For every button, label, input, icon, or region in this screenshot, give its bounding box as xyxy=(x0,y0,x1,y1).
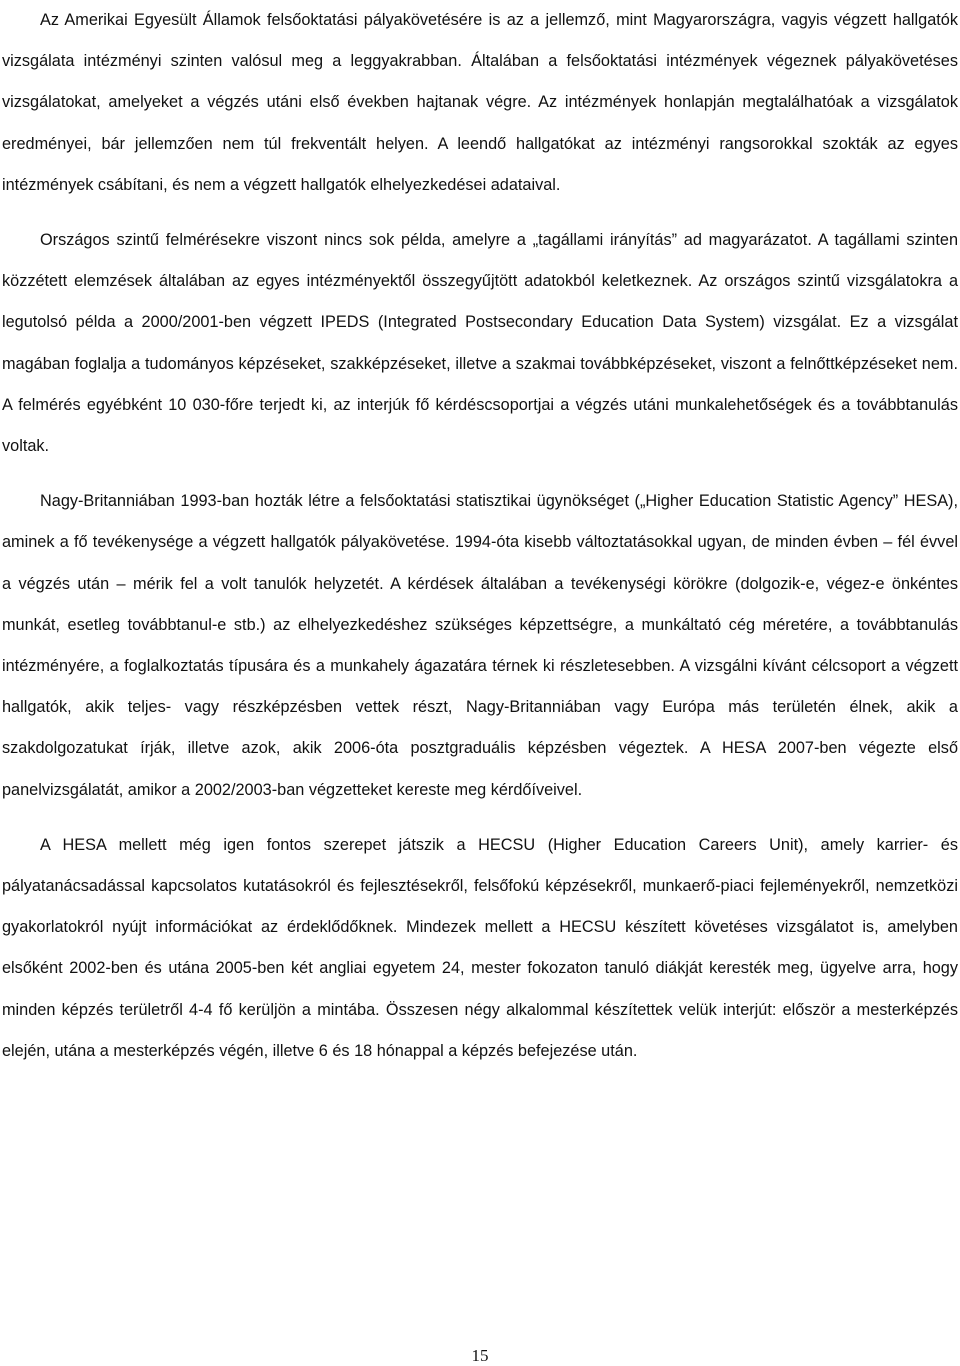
document-body xyxy=(2,0,958,1072)
paragraph-hesa: Nagy-Britanniában 1993-ban hozták létre a felsőoktatási statisztikai ügynökséget („Higher Education Statistic Agency” HESA), aminek a fő tevékenysége a végzett hallgatók pályakövetése. 1994-óta kisebb változtatásokkal ugyan, de minden évben – fél évvel a végzés után – mérik fel a volt tanulók helyzetét. A kérdések általában a tevékenységi körökre (dolgozik-e, végez-e önkéntes munkát, esetleg továbbtanul-e stb.) az elhelyezkedéshez szükséges képzettségre, a munkáltató cég méretére, a továbbtanulás intézményére, a foglalkoztatás típusára és a munkahely ágazatára térnek ki részletesebben. A vizsgálni kívánt célcsoport a végzett hallgatók, akik teljes- vagy részképzésben vettek részt, Nagy-Britanniában vagy Európa más területén élnek, akik a szakdolgozatukat írják, illetve azok, akik 2006-óta posztgraduális képzésben végeztek. A HESA 2007-ben végezte első panelvizsgálatát, amikor a 2002/2003-ban végzetteket kereste meg kérdőíveivel. xyxy=(2,492,958,799)
paragraph-us-tracking: Az Amerikai Egyesült Államok felsőoktatási pályakövetésére is az a jellemző, mint Magyarországra, vagyis végzett hallgatók vizsgálata intézményi szinten valósul meg a leggyakrabban. Általában a felsőoktatási intézmények végeznek pályakövetéses vizsgálatokat, amelyeket a végzés utáni első években hajtanak végre. Az intézmények honlapján megtalálhatóak a vizsgálatok eredményei, bár jellemzően nem túl frekventált helyen. A leendő hallgatókat az intézményi rangsorokkal szokták az egyes intézmények csábítani, és nem a végzett hallgatók elhelyezkedései adataival. xyxy=(2,11,958,194)
paragraph-national-surveys: Országos szintű felmérésekre viszont nincs sok példa, amelyre a „tagállami irányítás” ad magyarázatot. A tagállami szinten közzétett elemzések általában az egyes intézményektől összegyűjtött adatokból keletkeznek. Az országos szintű vizsgálatokra a legutolsó példa a 2000/2001-ben végzett IPEDS (Integrated Postsecondary Education Data System) vizsgálat. Ez a vizsgálat magában foglalja a tudományos képzéseket, szakképzéseket, illetve a szakmai továbbképzéseket, viszont a felnőttképzéseket nem. A felmérés egyébként 10 030-főre terjedt ki, az interjúk fő kérdéscsoportjai a végzés utáni munkalehetőségek és a továbbtanulás voltak. xyxy=(2,231,958,456)
paragraph-hecsu: A HESA mellett még igen fontos szerepet játszik a HECSU (Higher Education Careers Unit), amely karrier- és pályatanácsadással kapcsolatos kutatásokról és fejlesztésekről, felsőfokú képzésekről, munkaerő-piaci fejleményekről, nemzetközi gyakorlatokról nyújt információkat az érdeklődőknek. Mindezek mellett a HECSU készített követéses vizsgálatot is, amelyben elsőként 2002-ben és utána 2005-ben két angliai egyetem 24, mester fokozaton tanuló diákját keresték meg, ügyelve arra, hogy minden képzés területről 4-4 fő kerüljön a mintába. Összesen négy alkalommal készítettek velük interjút: először a mesterképzés elején, utána a mesterképzés végén, illetve 6 és 18 hónappal a képzés befejezése után. xyxy=(2,835,958,1060)
page-number: 15 xyxy=(471,1346,489,1365)
